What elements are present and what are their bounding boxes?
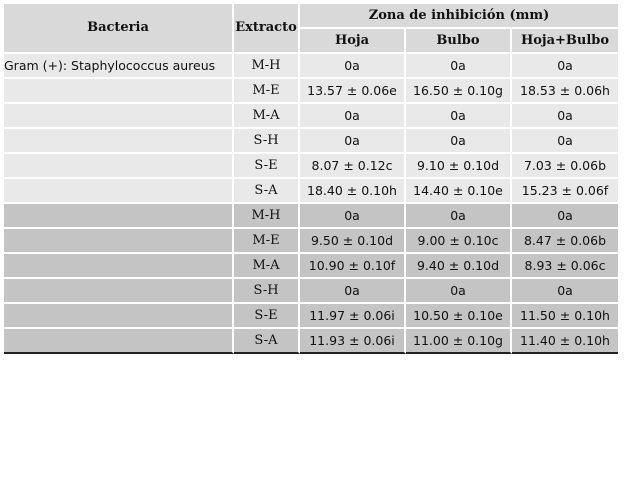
hoja-cell: 10.90 ± 0.10f [300, 254, 406, 279]
table-row [4, 154, 618, 179]
table-row [4, 254, 618, 279]
hoja-bulbo-cell: 0a [512, 279, 618, 304]
extracto-cell: S-H [234, 279, 300, 304]
hoja-bulbo-cell: 15.23 ± 0.06f [512, 179, 618, 204]
header-zona-inhibicion: Zona de inhibición (mm) [300, 4, 618, 29]
extracto-cell: S-E [234, 154, 300, 179]
inhibition-zone-table [4, 4, 618, 354]
bacteria-cell [4, 304, 234, 329]
extracto-cell: M-E [234, 79, 300, 104]
bacteria-cell [4, 329, 234, 354]
hoja-cell: 13.57 ± 0.06e [300, 79, 406, 104]
bacteria-cell [4, 79, 234, 104]
table-row [4, 304, 618, 329]
bacteria-cell [4, 129, 234, 154]
hoja-cell: 0a [300, 129, 406, 154]
table-row [4, 329, 618, 354]
table-row [4, 179, 618, 204]
header-hoja-bulbo: Hoja+Bulbo [512, 29, 618, 54]
hoja-bulbo-cell: 8.93 ± 0.06c [512, 254, 618, 279]
bulbo-cell: 16.50 ± 0.10g [406, 79, 512, 104]
bulbo-cell: 0a [406, 129, 512, 154]
bacteria-cell [4, 179, 234, 204]
bulbo-cell: 0a [406, 54, 512, 79]
extracto-cell: S-A [234, 179, 300, 204]
hoja-cell: 9.50 ± 0.10d [300, 229, 406, 254]
bacteria-cell [4, 229, 234, 254]
bulbo-cell: 11.00 ± 0.10g [406, 329, 512, 354]
hoja-bulbo-cell: 11.50 ± 0.10h [512, 304, 618, 329]
bacteria-cell [4, 154, 234, 179]
bulbo-cell: 14.40 ± 0.10e [406, 179, 512, 204]
hoja-bulbo-cell: 0a [512, 204, 618, 229]
hoja-bulbo-cell: 0a [512, 104, 618, 129]
bacteria-cell [4, 279, 234, 304]
header-hoja: Hoja [300, 29, 406, 54]
hoja-cell: 8.07 ± 0.12c [300, 154, 406, 179]
extracto-cell: M-A [234, 104, 300, 129]
hoja-bulbo-cell: 8.47 ± 0.06b [512, 229, 618, 254]
hoja-cell: 0a [300, 204, 406, 229]
table-row [4, 54, 618, 79]
extracto-cell: S-E [234, 304, 300, 329]
bacteria-cell: Gram (+): Staphylococcus aureus [4, 54, 234, 79]
hoja-bulbo-cell: 7.03 ± 0.06b [512, 154, 618, 179]
hoja-bulbo-cell: 18.53 ± 0.06h [512, 79, 618, 104]
header-extracto: Extracto [234, 4, 300, 54]
header-row-1 [4, 4, 618, 29]
bulbo-cell: 9.40 ± 0.10d [406, 254, 512, 279]
extracto-cell: M-H [234, 54, 300, 79]
extracto-cell: S-H [234, 129, 300, 154]
hoja-bulbo-cell: 0a [512, 129, 618, 154]
bulbo-cell: 0a [406, 204, 512, 229]
bulbo-cell: 9.10 ± 0.10d [406, 154, 512, 179]
hoja-bulbo-cell: 11.40 ± 0.10h [512, 329, 618, 354]
hoja-cell: 11.97 ± 0.06i [300, 304, 406, 329]
hoja-cell: 18.40 ± 0.10h [300, 179, 406, 204]
hoja-cell: 0a [300, 54, 406, 79]
table-row [4, 204, 618, 229]
extracto-cell: S-A [234, 329, 300, 354]
extracto-cell: M-A [234, 254, 300, 279]
hoja-cell: 0a [300, 104, 406, 129]
bulbo-cell: 0a [406, 279, 512, 304]
hoja-bulbo-cell: 0a [512, 54, 618, 79]
table-row [4, 104, 618, 129]
header-bulbo: Bulbo [406, 29, 512, 54]
bacteria-cell [4, 254, 234, 279]
bulbo-cell: 0a [406, 104, 512, 129]
extracto-cell: M-E [234, 229, 300, 254]
table-row [4, 79, 618, 104]
hoja-cell: 0a [300, 279, 406, 304]
table-row [4, 279, 618, 304]
bulbo-cell: 9.00 ± 0.10c [406, 229, 512, 254]
table-row [4, 229, 618, 254]
bacteria-cell [4, 104, 234, 129]
bulbo-cell: 10.50 ± 0.10e [406, 304, 512, 329]
table-row [4, 129, 618, 154]
hoja-cell: 11.93 ± 0.06i [300, 329, 406, 354]
extracto-cell: M-H [234, 204, 300, 229]
header-bacteria: Bacteria [4, 4, 234, 54]
bacteria-cell [4, 204, 234, 229]
